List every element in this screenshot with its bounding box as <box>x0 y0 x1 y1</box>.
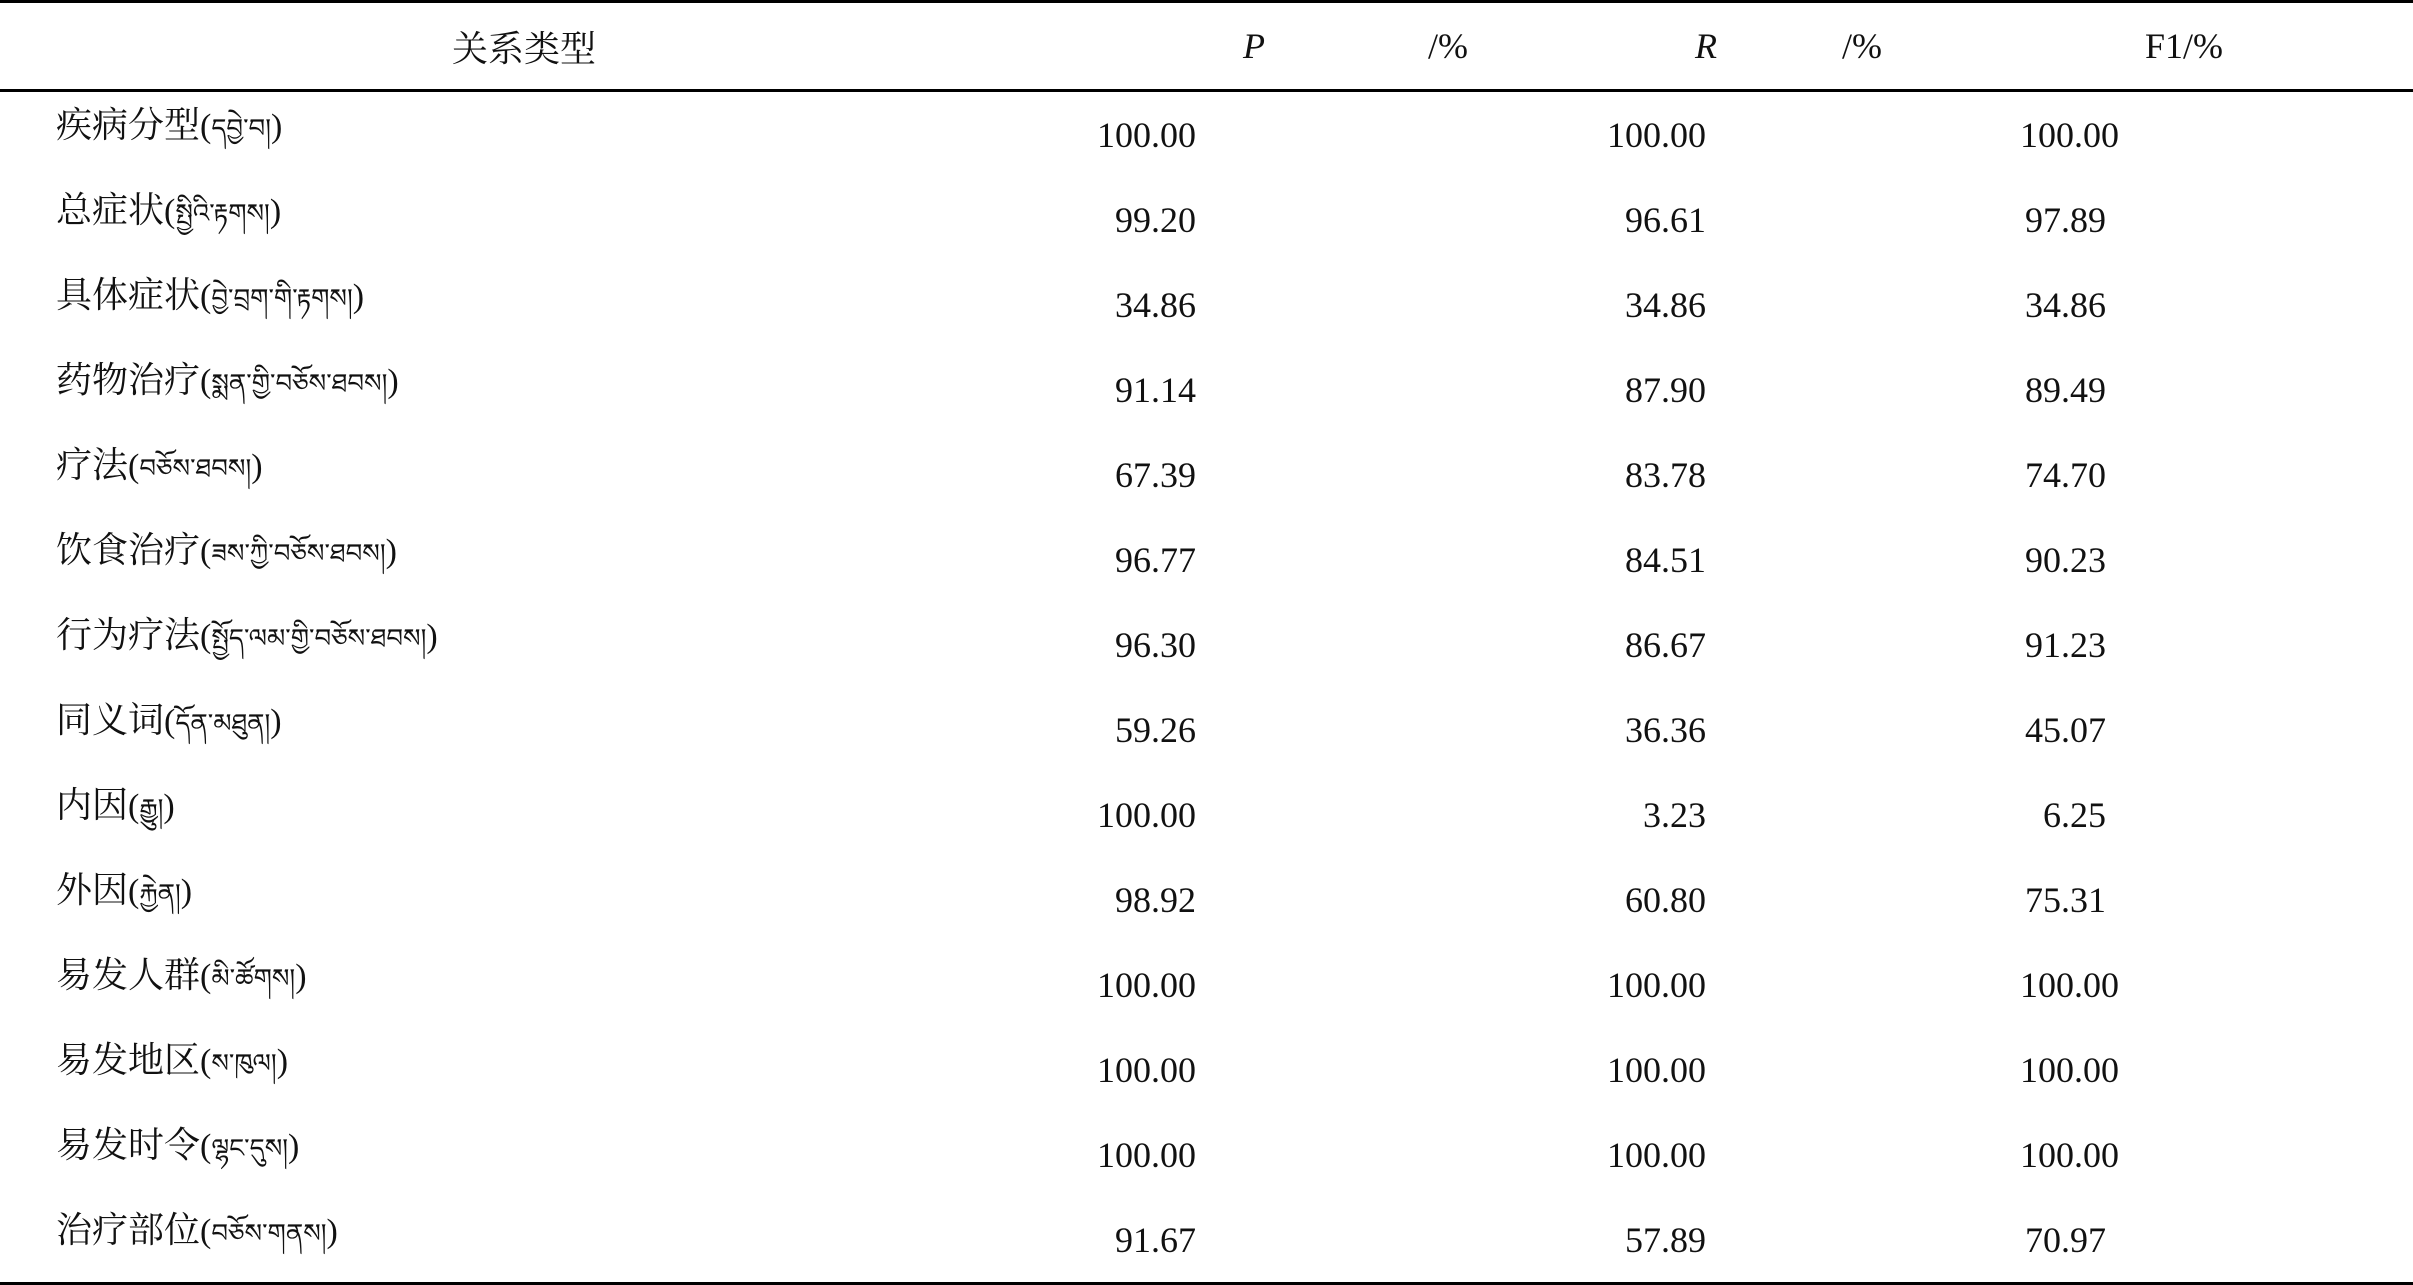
relation-type-tibetan: སྤྱོད་ལམ་གྱི་བཅོས་ཐབས། <box>211 623 427 654</box>
precision-value: 100.00 <box>1097 114 1196 155</box>
recall-value: 100.00 <box>1607 964 1706 1005</box>
relation-type-tibetan: མི་ཚོགས། <box>211 963 296 994</box>
table-row <box>0 177 2413 262</box>
relation-type-cell <box>0 687 1080 772</box>
table-row <box>0 857 2413 942</box>
relation-type-tibetan: བྱེ་བྲག་གི་རྟགས། <box>211 283 353 314</box>
table-row <box>0 1027 2413 1112</box>
header-recall-unit: /% <box>1842 26 1882 66</box>
precision-value: 100.00 <box>1097 794 1196 835</box>
recall-value: 96.61 <box>1625 199 1706 240</box>
header-relation-type: 关系类型 <box>0 2 1080 91</box>
relation-type-tibetan: དོན་མཐུན། <box>175 708 271 739</box>
close-paren: ) <box>426 617 438 655</box>
open-paren: ( <box>200 1127 212 1165</box>
relation-type-tibetan: ཟས་ཀྱི་བཅོས་ཐབས། <box>211 538 386 569</box>
relation-type-tibetan: སྤྱིའི་རྟགས། <box>175 198 270 229</box>
table-row <box>0 262 2413 347</box>
close-paren: ) <box>270 107 283 145</box>
close-paren: ) <box>270 702 282 740</box>
relation-type-chinese: 药物治疗 <box>56 359 201 400</box>
relation-type-cell <box>0 432 1080 517</box>
relation-type-cell <box>0 1112 1080 1197</box>
open-paren: ( <box>128 447 140 485</box>
recall-value: 36.36 <box>1625 709 1706 750</box>
relation-type-cell <box>0 91 1080 178</box>
header-precision <box>1080 2 1570 91</box>
table-row <box>0 772 2413 857</box>
close-paren: ) <box>326 1212 338 1250</box>
relation-type-cell <box>0 772 1080 857</box>
close-paren: ) <box>295 957 307 995</box>
relation-type-chinese: 易发地区 <box>56 1039 201 1080</box>
relation-type-cell <box>0 602 1080 687</box>
relation-type-cell <box>0 262 1080 347</box>
open-paren: ( <box>200 362 212 400</box>
f1-value: 6.25 <box>2043 794 2106 835</box>
relation-type-tibetan: སྨན་གྱི་བཅོས་ཐབས། <box>211 368 388 399</box>
open-paren: ( <box>128 872 140 910</box>
f1-value: 91.23 <box>2025 624 2106 665</box>
precision-value: 67.39 <box>1115 454 1196 495</box>
table-row <box>0 91 2413 178</box>
relation-type-cell <box>0 857 1080 942</box>
table-row <box>0 1197 2413 1284</box>
close-paren: ) <box>352 277 365 315</box>
table-row <box>0 347 2413 432</box>
precision-value: 100.00 <box>1097 964 1196 1005</box>
precision-value: 91.67 <box>1080 1197 1570 1284</box>
relation-type-cell <box>0 942 1080 1027</box>
precision-value: 100.00 <box>1097 1049 1196 1090</box>
recall-value: 84.51 <box>1625 539 1706 580</box>
table-row <box>0 602 2413 687</box>
table-row <box>0 942 2413 1027</box>
recall-value: 3.23 <box>1643 794 1706 835</box>
f1-value: 74.70 <box>2025 454 2106 495</box>
relation-type-chinese: 饮食治疗 <box>56 529 201 570</box>
precision-value: 96.30 <box>1115 624 1196 665</box>
relation-type-chinese: 易发时令 <box>56 1124 201 1165</box>
relation-type-tibetan: རྒྱུ། <box>139 793 164 824</box>
f1-value: 100.00 <box>2020 1134 2119 1175</box>
close-paren: ) <box>288 1127 300 1165</box>
open-paren: ( <box>128 787 140 825</box>
relation-type-chinese: 同义词 <box>56 699 165 740</box>
table-row <box>0 517 2413 602</box>
open-paren: ( <box>200 617 212 655</box>
open-paren: ( <box>200 277 212 315</box>
table-header-row <box>0 2 2413 91</box>
close-paren: ) <box>387 362 399 400</box>
recall-value: 100.00 <box>1607 114 1706 155</box>
f1-value: 100.00 <box>2020 964 2119 1005</box>
relation-type-tibetan: རྐྱེན། <box>139 878 181 909</box>
open-paren: ( <box>200 957 212 995</box>
relation-type-cell <box>0 517 1080 602</box>
recall-value: 100.00 <box>1607 1134 1706 1175</box>
relation-type-chinese: 具体症状 <box>56 274 201 315</box>
f1-value: 34.86 <box>2025 284 2106 325</box>
header-precision-unit: /% <box>1428 26 1468 66</box>
precision-value: 99.20 <box>1115 199 1196 240</box>
relation-type-tibetan: ས་ཁུལ། <box>211 1048 277 1079</box>
recall-value: 87.90 <box>1625 369 1706 410</box>
precision-value: 59.26 <box>1115 709 1196 750</box>
precision-value: 98.92 <box>1115 879 1196 920</box>
f1-value: 75.31 <box>2025 879 2106 920</box>
open-paren: ( <box>200 1212 212 1250</box>
open-paren: ( <box>164 192 176 230</box>
relation-type-chinese: 疗法 <box>56 444 129 485</box>
relation-type-chinese: 治疗部位 <box>56 1209 201 1250</box>
open-paren: ( <box>200 532 212 570</box>
f1-value: 45.07 <box>2025 709 2106 750</box>
close-paren: ) <box>251 447 263 485</box>
recall-value: 34.86 <box>1625 284 1706 325</box>
open-paren: ( <box>200 1042 212 1080</box>
table-row <box>0 687 2413 772</box>
header-recall-symbol: R <box>1695 26 1717 66</box>
relation-type-cell <box>0 1197 1080 1284</box>
table-row <box>0 1112 2413 1197</box>
f1-value: 89.49 <box>2025 369 2106 410</box>
header-f1: F1/% <box>2020 2 2413 91</box>
f1-value: 100.00 <box>2020 114 2119 155</box>
close-paren: ) <box>276 1042 289 1080</box>
recall-value: 60.80 <box>1625 879 1706 920</box>
header-precision-symbol: P <box>1243 26 1265 66</box>
relation-type-tibetan: བཅོས་ཐབས། <box>139 453 252 484</box>
relation-type-chinese: 疾病分型 <box>56 104 201 145</box>
recall-value: 100.00 <box>1607 1049 1706 1090</box>
precision-value: 100.00 <box>1097 1134 1196 1175</box>
relation-type-cell <box>0 1027 1080 1112</box>
f1-value: 100.00 <box>2020 1049 2119 1090</box>
f1-value: 70.97 <box>2020 1197 2413 1284</box>
relation-type-chinese: 外因 <box>56 869 129 910</box>
relation-type-chinese: 总症状 <box>56 189 165 230</box>
relation-type-chinese: 易发人群 <box>56 954 201 995</box>
close-paren: ) <box>163 787 175 825</box>
f1-value: 90.23 <box>2025 539 2106 580</box>
recall-value: 57.89 <box>1570 1197 2020 1284</box>
table-row <box>0 432 2413 517</box>
close-paren: ) <box>269 192 282 230</box>
relation-type-tibetan: བཅོས་གནས། <box>211 1218 327 1249</box>
open-paren: ( <box>164 702 176 740</box>
relation-type-tibetan: ལྷང་དུས། <box>211 1133 289 1164</box>
relation-type-chinese: 内因 <box>56 784 129 825</box>
relation-type-tibetan: དབྱེ་བ། <box>211 113 271 144</box>
relation-type-chinese: 行为疗法 <box>56 614 201 655</box>
recall-value: 86.67 <box>1625 624 1706 665</box>
open-paren: ( <box>200 107 212 145</box>
header-recall <box>1570 2 2020 91</box>
precision-value: 96.77 <box>1115 539 1196 580</box>
close-paren: ) <box>180 872 193 910</box>
relation-type-cell <box>0 177 1080 262</box>
precision-value: 34.86 <box>1115 284 1196 325</box>
relation-type-cell <box>0 347 1080 432</box>
close-paren: ) <box>385 532 397 570</box>
f1-value: 97.89 <box>2025 199 2106 240</box>
recall-value: 83.78 <box>1625 454 1706 495</box>
precision-value: 91.14 <box>1115 369 1196 410</box>
